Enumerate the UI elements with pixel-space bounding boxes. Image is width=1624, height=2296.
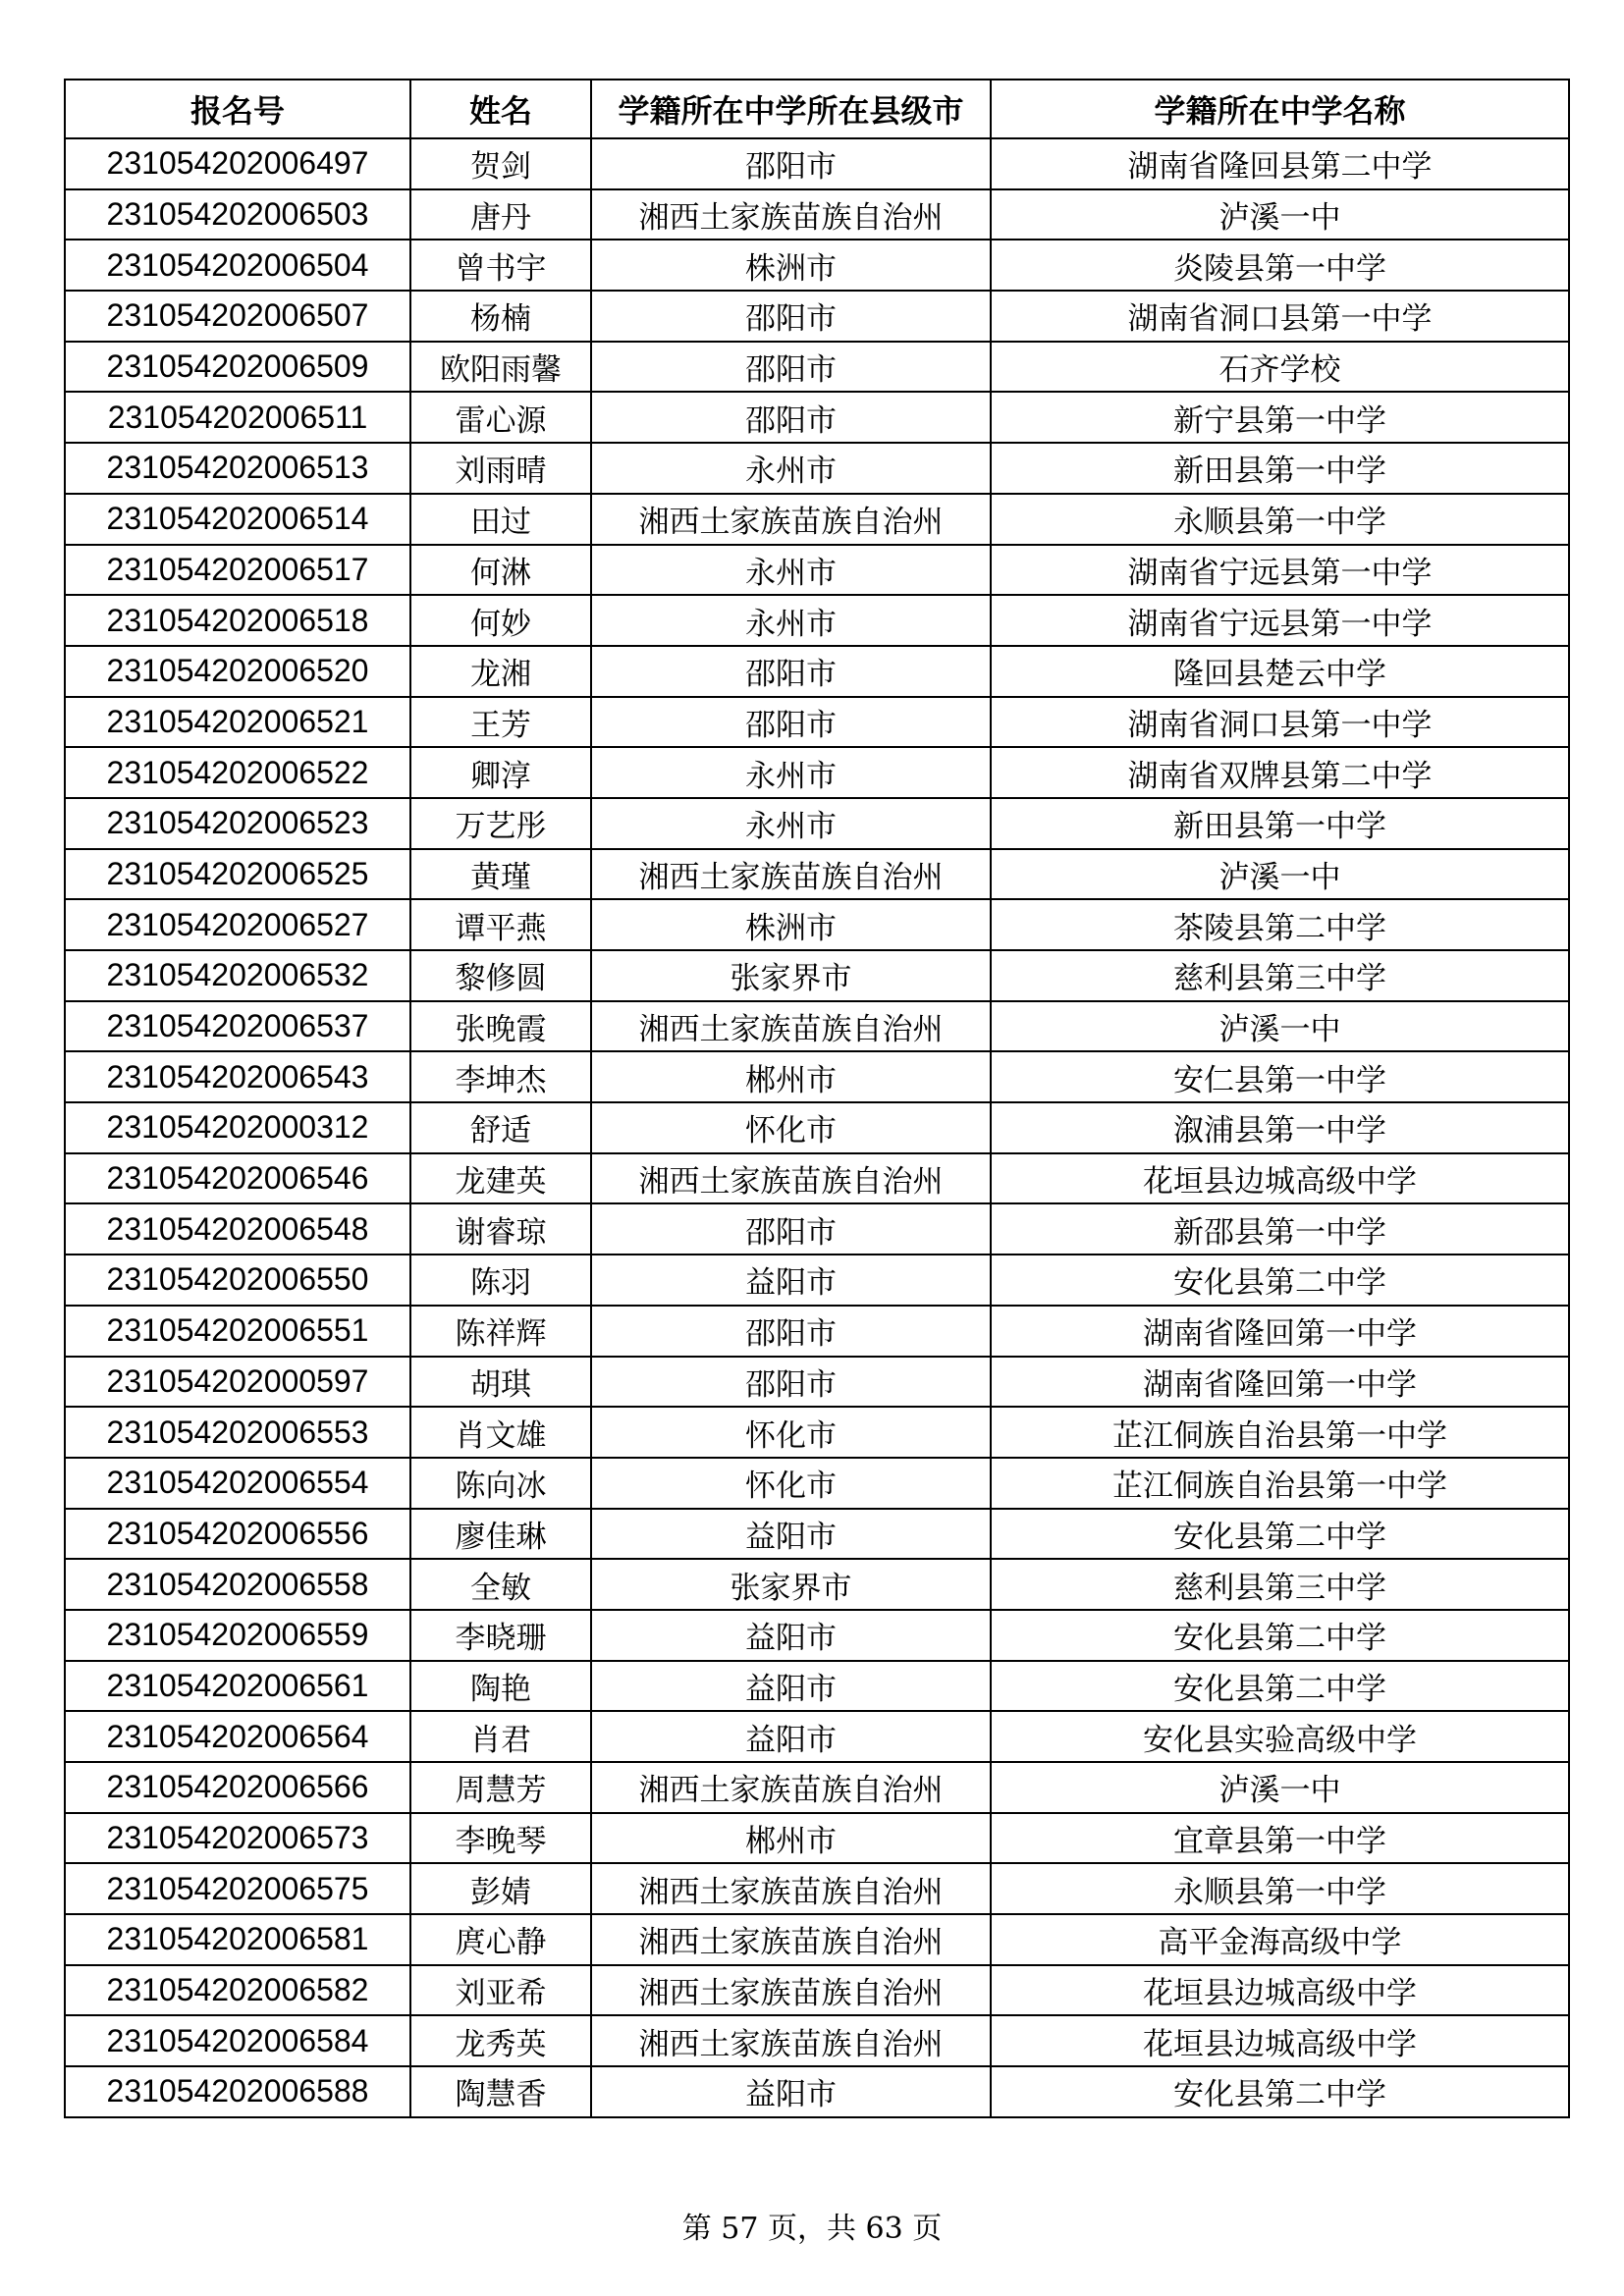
table-row	[65, 1965, 1569, 2016]
school-name-cell: 安化县第二中学	[991, 1661, 1569, 1712]
school-name-cell: 永顺县第一中学	[991, 494, 1569, 545]
name-cell: 贺剑	[410, 138, 591, 189]
school-city-cell: 永州市	[591, 747, 991, 798]
school-name-cell: 湖南省洞口县第一中学	[991, 291, 1569, 342]
school-city-cell: 张家界市	[591, 1559, 991, 1610]
table-row	[65, 1559, 1569, 1610]
name-cell: 黎修圆	[410, 950, 591, 1001]
registration-number-cell: 231054202006573	[65, 1813, 410, 1864]
registration-number-cell: 231054202006566	[65, 1762, 410, 1813]
school-city-cell: 永州市	[591, 545, 991, 596]
school-name-cell: 湖南省宁远县第一中学	[991, 595, 1569, 646]
name-cell: 龙建英	[410, 1153, 591, 1204]
registration-number-cell: 231054202006514	[65, 494, 410, 545]
school-name-cell: 安化县第二中学	[991, 1610, 1569, 1661]
table-row	[65, 1610, 1569, 1661]
table-row	[65, 189, 1569, 240]
table-row	[65, 240, 1569, 291]
school-city-cell: 益阳市	[591, 1509, 991, 1560]
table-row	[65, 392, 1569, 443]
table-header	[65, 80, 1569, 138]
school-name-cell: 炎陵县第一中学	[991, 240, 1569, 291]
name-cell: 肖君	[410, 1711, 591, 1762]
name-cell: 张晚霞	[410, 1001, 591, 1052]
name-cell: 黄瑾	[410, 849, 591, 900]
table-row	[65, 1102, 1569, 1153]
school-name-cell: 泸溪一中	[991, 1762, 1569, 1813]
name-cell: 卿淳	[410, 747, 591, 798]
school-name-cell: 安化县实验高级中学	[991, 1711, 1569, 1762]
table-row	[65, 1863, 1569, 1914]
table-row	[65, 1153, 1569, 1204]
table-row	[65, 849, 1569, 900]
table-row	[65, 291, 1569, 342]
school-name-cell: 湖南省隆回第一中学	[991, 1357, 1569, 1408]
registration-number-cell: 231054202006559	[65, 1610, 410, 1661]
table-row	[65, 1762, 1569, 1813]
registration-number-cell: 231054202006554	[65, 1458, 410, 1509]
school-name-cell: 湖南省洞口县第一中学	[991, 697, 1569, 748]
registration-number-cell: 231054202000312	[65, 1102, 410, 1153]
school-city-cell: 湘西土家族苗族自治州	[591, 1863, 991, 1914]
school-city-cell: 永州市	[591, 798, 991, 849]
registration-number-cell: 231054202006507	[65, 291, 410, 342]
table-row	[65, 1914, 1569, 1965]
registration-number-cell: 231054202006509	[65, 342, 410, 393]
name-cell: 舒适	[410, 1102, 591, 1153]
registration-number-cell: 231054202006513	[65, 443, 410, 494]
table-row	[65, 443, 1569, 494]
registration-number-cell: 231054202006503	[65, 189, 410, 240]
name-cell: 谢睿琼	[410, 1203, 591, 1255]
name-cell: 田过	[410, 494, 591, 545]
school-city-cell: 湘西土家族苗族自治州	[591, 1001, 991, 1052]
registration-number-cell: 231054202006546	[65, 1153, 410, 1204]
name-cell: 李坤杰	[410, 1051, 591, 1102]
school-city-cell: 邵阳市	[591, 646, 991, 697]
name-cell: 曾书宇	[410, 240, 591, 291]
table-row	[65, 1407, 1569, 1458]
registration-number-cell: 231054202006504	[65, 240, 410, 291]
registration-number-cell: 231054202006564	[65, 1711, 410, 1762]
school-city-cell: 湘西土家族苗族自治州	[591, 1914, 991, 1965]
registration-number-cell: 231054202006553	[65, 1407, 410, 1458]
registration-number-cell: 231054202006550	[65, 1255, 410, 1306]
registration-number-cell: 231054202006561	[65, 1661, 410, 1712]
table-row	[65, 747, 1569, 798]
name-cell: 刘雨晴	[410, 443, 591, 494]
name-cell: 陈羽	[410, 1255, 591, 1306]
table-row	[65, 2015, 1569, 2066]
name-cell: 陶艳	[410, 1661, 591, 1712]
registration-number-cell: 231054202006518	[65, 595, 410, 646]
school-name-cell: 花垣县边城高级中学	[991, 2015, 1569, 2066]
registration-number-cell: 231054202006497	[65, 138, 410, 189]
table-row	[65, 494, 1569, 545]
school-name-cell: 花垣县边城高级中学	[991, 1965, 1569, 2016]
school-city-cell: 湘西土家族苗族自治州	[591, 2015, 991, 2066]
school-name-cell: 湖南省隆回第一中学	[991, 1306, 1569, 1357]
table-row	[65, 899, 1569, 950]
school-city-cell: 邵阳市	[591, 392, 991, 443]
name-cell: 陶慧香	[410, 2066, 591, 2117]
registration-number-cell: 231054202006537	[65, 1001, 410, 1052]
school-name-cell: 茶陵县第二中学	[991, 899, 1569, 950]
registration-number-cell: 231054202006558	[65, 1559, 410, 1610]
table-row	[65, 595, 1569, 646]
name-cell: 陈向冰	[410, 1458, 591, 1509]
header-school-name: 学籍所在中学名称	[991, 80, 1569, 138]
table-row	[65, 1661, 1569, 1712]
name-cell: 肖文雄	[410, 1407, 591, 1458]
school-name-cell: 石齐学校	[991, 342, 1569, 393]
school-city-cell: 株洲市	[591, 899, 991, 950]
registration-number-cell: 231054202006582	[65, 1965, 410, 2016]
school-city-cell: 邵阳市	[591, 138, 991, 189]
school-name-cell: 湖南省隆回县第二中学	[991, 138, 1569, 189]
name-cell: 庹心静	[410, 1914, 591, 1965]
school-name-cell: 永顺县第一中学	[991, 1863, 1569, 1914]
school-name-cell: 新田县第一中学	[991, 443, 1569, 494]
school-city-cell: 永州市	[591, 595, 991, 646]
school-name-cell: 芷江侗族自治县第一中学	[991, 1458, 1569, 1509]
name-cell: 欧阳雨馨	[410, 342, 591, 393]
school-city-cell: 怀化市	[591, 1407, 991, 1458]
table-row	[65, 1509, 1569, 1560]
name-cell: 周慧芳	[410, 1762, 591, 1813]
school-city-cell: 湘西土家族苗族自治州	[591, 189, 991, 240]
school-city-cell: 益阳市	[591, 1661, 991, 1712]
name-cell: 何妙	[410, 595, 591, 646]
table-row	[65, 138, 1569, 189]
school-city-cell: 怀化市	[591, 1102, 991, 1153]
registration-number-cell: 231054202006520	[65, 646, 410, 697]
school-city-cell: 湘西土家族苗族自治州	[591, 1762, 991, 1813]
school-name-cell: 花垣县边城高级中学	[991, 1153, 1569, 1204]
school-city-cell: 益阳市	[591, 1711, 991, 1762]
school-name-cell: 泸溪一中	[991, 189, 1569, 240]
school-city-cell: 株洲市	[591, 240, 991, 291]
school-name-cell: 新田县第一中学	[991, 798, 1569, 849]
school-city-cell: 怀化市	[591, 1458, 991, 1509]
school-name-cell: 安化县第二中学	[991, 1255, 1569, 1306]
table-row	[65, 798, 1569, 849]
school-city-cell: 益阳市	[591, 2066, 991, 2117]
school-city-cell: 邵阳市	[591, 1357, 991, 1408]
header-name: 姓名	[410, 80, 591, 138]
registration-number-cell: 231054202006523	[65, 798, 410, 849]
registration-number-cell: 231054202000597	[65, 1357, 410, 1408]
table-body	[65, 138, 1569, 2117]
name-cell: 谭平燕	[410, 899, 591, 950]
school-city-cell: 湘西土家族苗族自治州	[591, 849, 991, 900]
name-cell: 陈祥辉	[410, 1306, 591, 1357]
school-name-cell: 高平金海高级中学	[991, 1914, 1569, 1965]
registration-number-cell: 231054202006584	[65, 2015, 410, 2066]
school-city-cell: 益阳市	[591, 1610, 991, 1661]
school-city-cell: 郴州市	[591, 1813, 991, 1864]
registration-number-cell: 231054202006511	[65, 392, 410, 443]
registration-number-cell: 231054202006575	[65, 1863, 410, 1914]
table-row	[65, 1255, 1569, 1306]
school-name-cell: 新邵县第一中学	[991, 1203, 1569, 1255]
school-name-cell: 隆回县楚云中学	[991, 646, 1569, 697]
header-school-city: 学籍所在中学所在县级市	[591, 80, 991, 138]
name-cell: 刘亚希	[410, 1965, 591, 2016]
school-city-cell: 湘西土家族苗族自治州	[591, 1153, 991, 1204]
name-cell: 唐丹	[410, 189, 591, 240]
registration-number-cell: 231054202006522	[65, 747, 410, 798]
school-name-cell: 宜章县第一中学	[991, 1813, 1569, 1864]
table-row	[65, 1458, 1569, 1509]
school-city-cell: 益阳市	[591, 1255, 991, 1306]
registration-number-cell: 231054202006525	[65, 849, 410, 900]
registration-number-cell: 231054202006551	[65, 1306, 410, 1357]
registration-number-cell: 231054202006527	[65, 899, 410, 950]
registration-number-cell: 231054202006532	[65, 950, 410, 1001]
school-name-cell: 湖南省宁远县第一中学	[991, 545, 1569, 596]
header-registration-number: 报名号	[65, 80, 410, 138]
school-city-cell: 永州市	[591, 443, 991, 494]
name-cell: 全敏	[410, 1559, 591, 1610]
page-number: 第 57 页，共 63 页	[681, 2212, 943, 2246]
name-cell: 龙秀英	[410, 2015, 591, 2066]
school-city-cell: 湘西土家族苗族自治州	[591, 1965, 991, 2016]
table-row	[65, 1711, 1569, 1762]
registration-number-cell: 231054202006581	[65, 1914, 410, 1965]
school-city-cell: 郴州市	[591, 1051, 991, 1102]
name-cell: 何淋	[410, 545, 591, 596]
school-name-cell: 慈利县第三中学	[991, 950, 1569, 1001]
name-cell: 万艺彤	[410, 798, 591, 849]
table-row	[65, 1051, 1569, 1102]
name-cell: 李晚琴	[410, 1813, 591, 1864]
table-row	[65, 2066, 1569, 2117]
table-row	[65, 545, 1569, 596]
header-row	[65, 80, 1569, 138]
registration-number-cell: 231054202006548	[65, 1203, 410, 1255]
name-cell: 廖佳琳	[410, 1509, 591, 1560]
table-row	[65, 950, 1569, 1001]
name-cell: 杨楠	[410, 291, 591, 342]
school-name-cell: 泸溪一中	[991, 849, 1569, 900]
name-cell: 李晓珊	[410, 1610, 591, 1661]
school-city-cell: 邵阳市	[591, 291, 991, 342]
school-city-cell: 湘西土家族苗族自治州	[591, 494, 991, 545]
registration-number-cell: 231054202006517	[65, 545, 410, 596]
name-cell: 彭婧	[410, 1863, 591, 1914]
registration-number-cell: 231054202006556	[65, 1509, 410, 1560]
school-name-cell: 湖南省双牌县第二中学	[991, 747, 1569, 798]
school-name-cell: 安仁县第一中学	[991, 1051, 1569, 1102]
name-cell: 胡琪	[410, 1357, 591, 1408]
name-cell: 王芳	[410, 697, 591, 748]
school-name-cell: 泸溪一中	[991, 1001, 1569, 1052]
table-row	[65, 1306, 1569, 1357]
roster-table	[64, 79, 1570, 2118]
school-name-cell: 新宁县第一中学	[991, 392, 1569, 443]
school-name-cell: 慈利县第三中学	[991, 1559, 1569, 1610]
school-name-cell: 安化县第二中学	[991, 2066, 1569, 2117]
school-city-cell: 邵阳市	[591, 1203, 991, 1255]
school-name-cell: 安化县第二中学	[991, 1509, 1569, 1560]
school-name-cell: 溆浦县第一中学	[991, 1102, 1569, 1153]
table-row	[65, 697, 1569, 748]
name-cell: 雷心源	[410, 392, 591, 443]
registration-number-cell: 231054202006588	[65, 2066, 410, 2117]
table-row	[65, 646, 1569, 697]
school-city-cell: 邵阳市	[591, 697, 991, 748]
table-row	[65, 342, 1569, 393]
table-row	[65, 1813, 1569, 1864]
table-row	[65, 1357, 1569, 1408]
school-name-cell: 芷江侗族自治县第一中学	[991, 1407, 1569, 1458]
table-row	[65, 1203, 1569, 1255]
registration-number-cell: 231054202006543	[65, 1051, 410, 1102]
school-city-cell: 邵阳市	[591, 342, 991, 393]
table-row	[65, 1001, 1569, 1052]
school-city-cell: 邵阳市	[591, 1306, 991, 1357]
school-city-cell: 张家界市	[591, 950, 991, 1001]
name-cell: 龙湘	[410, 646, 591, 697]
registration-number-cell: 231054202006521	[65, 697, 410, 748]
